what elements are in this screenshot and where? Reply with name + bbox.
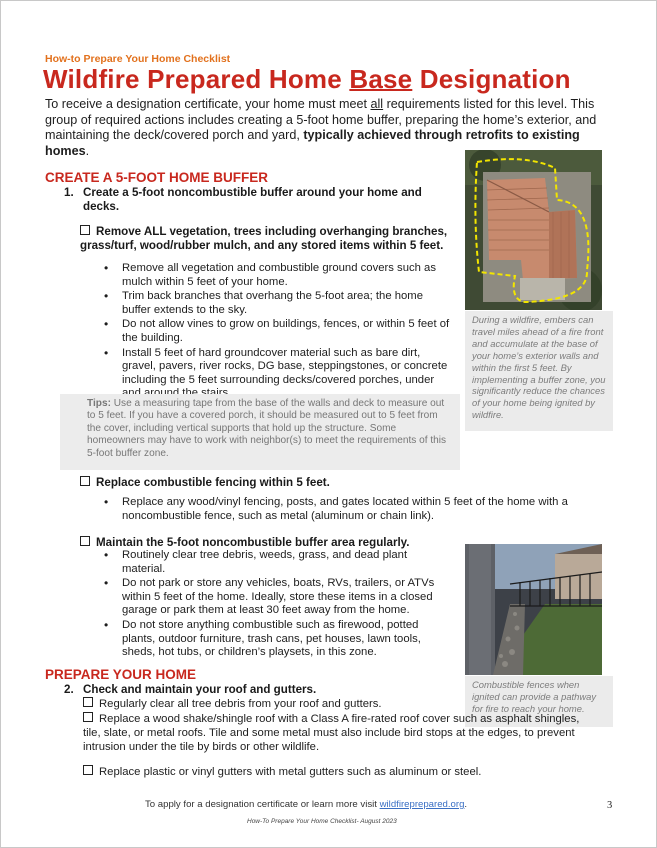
fence-photo — [465, 544, 602, 675]
subfooter: How-To Prepare Your Home Checklist- August 2023 — [247, 818, 397, 825]
page-title — [43, 64, 571, 95]
bullet-item: • Trim back branches that overhang the 5-foot area; the home buffer extends to the sky. — [102, 290, 452, 317]
page-number: 3 — [607, 800, 613, 811]
aerial-roof-photo — [465, 150, 602, 310]
checkbox[interactable] — [83, 697, 93, 707]
checkbox[interactable] — [80, 476, 90, 486]
item-label: Check and maintain your roof and gutters. — [83, 683, 317, 696]
bullet-item: • Install 5 feet of hard groundcover material such as bare dirt, gravel, pavers, river rocks, DG base, steppingstones, or concrete including the 5 feet surrounding decks/covered porches, under — [102, 347, 452, 401]
intro-paragraph: To receive a designation certificate, your home must meet all requirements listed for this level. This group of required actions includes creating a 5-foot home buffer, preparing the home’s exterior, and maintaining the deck/covered porch and yard, typically achieved through retrofits to existing homes. — [45, 97, 597, 158]
checkbox[interactable] — [83, 712, 93, 722]
tips-box — [60, 394, 460, 470]
bullet-item: • Do not park or store any vehicles, boats, RVs, trailers, or ATVs within 5 feet of the home. Ideally, store these items in a closed garage or park them at least 30 feet away from the home. — [102, 577, 447, 618]
photo2-caption: Combustible fences when ignited can provide a pathway for fire to reach your home. — [465, 676, 613, 727]
title-post: Designation — [412, 64, 571, 94]
checkbox[interactable] — [83, 765, 93, 775]
fencing-bullets — [102, 496, 602, 524]
bullet-item: • Do not store anything combustible such as firewood, potted plants, outdoor furniture, trash cans, pet houses, lawn tools, sheds, hot tubs, or children’s playsets, in this zone. — [102, 619, 447, 660]
section-heading-buffer: CREATE A 5-FOOT HOME BUFFER — [45, 170, 268, 185]
checklist-item-gutters[interactable]: Replace plastic or vinyl gutters with metal gutters such as aluminum or steel. — [83, 765, 603, 780]
checklist-item-clear-debris[interactable]: Regularly clear all tree debris from your roof and gutters. — [83, 697, 463, 712]
item-number: 2. — [64, 683, 74, 696]
website-link[interactable]: wildfireprepared.org — [379, 799, 465, 810]
checklist-item-roof-cover[interactable]: Replace a wood shake/shingle roof with a Class A fire-rated roof cover such as asphalt shingles, tile, slate, or metal roofs. Tile and some metal must also include bird stops at the edges, to prevent intrusion under the tile by birds or other wildlife. — [83, 713, 580, 753]
section-heading-prepare-home: PREPARE YOUR HOME — [45, 667, 197, 682]
photo1-caption: During a wildfire, embers can travel miles ahead of a fire front and accumulate at the base of your home’s exterior walls and within the first 5 feet. By implementing a buffer zone, you significantly reduce the chances of your home being ignited by wildfire. — [465, 311, 613, 431]
maintain-buffer-bullets — [102, 549, 447, 661]
title-pre: Wildfire Prepared Home — [43, 64, 350, 94]
tips-text: Use a measuring tape from the base of the walls and deck to measure out to 5 feet. If you have a covered porch, it should be measured out to 5 feet from the cover, including vertical supports that hold up the structure. Some homeowners may have to work with neighbor(s) to meet the requirements of this 5-foot buffer zone. — [87, 398, 447, 459]
numbered-item-1 — [64, 186, 454, 216]
title-underlined: Base — [349, 64, 413, 94]
checklist-item-remove-vegetation[interactable]: Remove ALL vegetation, trees including overhanging branches, grass/turf, wood/rubber mulch, and any stored items within 5 feet. — [80, 225, 448, 253]
checkbox[interactable] — [80, 225, 90, 235]
numbered-item-2 — [64, 683, 464, 698]
remove-vegetation-bullets — [102, 262, 452, 402]
checklist-item-maintain-buffer[interactable]: Maintain the 5-foot noncombustible buffer area regularly. — [80, 536, 465, 550]
bullet-item: • Routinely clear tree debris, weeds, grass, and dead plant material. — [102, 549, 447, 576]
checklist-item-fencing[interactable]: Replace combustible fencing within 5 feet. — [80, 476, 480, 490]
tips-label: Tips: — [87, 398, 111, 409]
bullet-item: • Do not allow vines to grow on buildings, fences, or within 5 feet of the building. — [102, 318, 452, 345]
item-number: 1. — [64, 186, 74, 199]
bullet-item: • Remove all vegetation and combustible ground covers such as mulch within 5 feet of your home. — [102, 262, 452, 289]
checkbox[interactable] — [80, 536, 90, 546]
checklist-kicker: How-to Prepare Your Home Checklist — [45, 53, 231, 65]
footer-text: To apply for a designation certificate or learn more visit wildfireprepared.org. — [145, 799, 468, 810]
item-label: Create a 5-foot noncombustible buffer around your home and decks. — [83, 186, 422, 214]
bullet-item: • Replace any wood/vinyl fencing, posts, and gates located within 5 feet of the home with a noncombustible fence, such as metal (aluminum or chain link). — [102, 496, 602, 523]
